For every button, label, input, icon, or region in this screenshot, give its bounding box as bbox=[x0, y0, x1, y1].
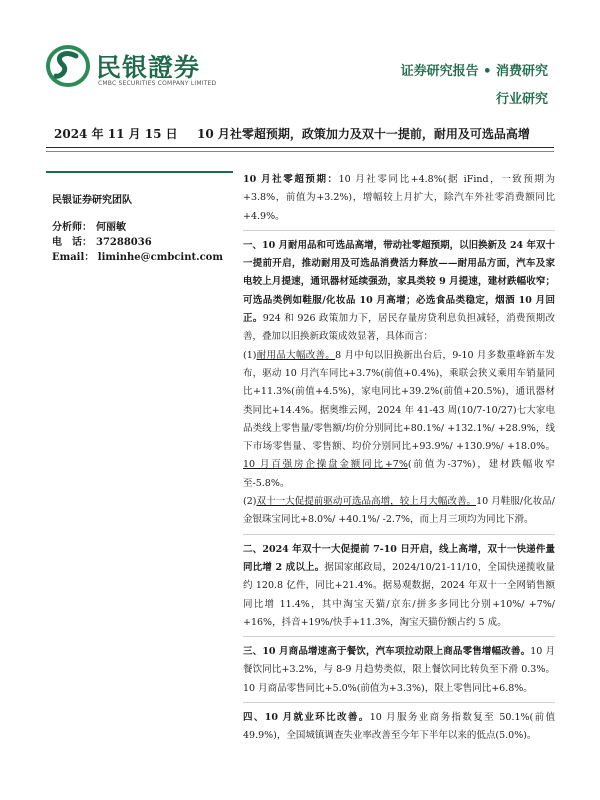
paragraph-discretionary bbox=[243, 493, 555, 530]
section-1-text: 924 和 926 政策加力下，居民存量房贷利息负担减轻，消费预期改善，叠加以旧换新政策成效显著，具体而言： bbox=[243, 313, 555, 343]
report-title: 10 月社零超预期，政策加力及双十一提前，耐用及可选品高增 bbox=[197, 127, 530, 141]
email-row bbox=[52, 250, 223, 265]
paragraph-durables bbox=[243, 347, 555, 493]
sidebar-divider bbox=[46, 171, 233, 173]
section-1-heading: 一、10 月耐用品和可选品高增，带动社零超预期，以旧换新及 24 年双十一提前开启，推动耐用及可选品消费活力释放——耐用品方面，汽车及家电较上月提速，通讯器材延续强劲，家具类较 9 月提速，建材跌幅收窄；可选品类例如鞋服/化妆品 10 月高增；必选食品类稳定，烟酒 10 月回正。 bbox=[243, 239, 555, 325]
report-date: 2024 年 11 月 15 日 bbox=[54, 127, 178, 141]
body-divider bbox=[243, 230, 555, 231]
research-team: 民银证券研究团队 bbox=[52, 195, 132, 206]
report-category: 行业研究 bbox=[495, 92, 548, 107]
paragraph-section-2 bbox=[243, 541, 555, 632]
durables-prefix: (1) bbox=[243, 349, 257, 361]
durables-text: 8 月中旬以旧换新出台后，9-10 月多数重峰新车发布，驱动 10 月汽车同比+3.7%(前值+0.4%)，乘联会狭义乘用车销量同比+11.3%(前值+4.5%)，家电同比+39.2%(前值+20.5%)，通讯器材类同比+14.4%。据奥维云网，2024 年 41-43 周(10/7-10/27)七大家电品类线上零售量/零售额/均价分别同比+80.1%/ +132.1%/ +28.9%，线下市场零售量、零售额、均价分别同比+93.9%/ +130.9%/ +18.0%。 bbox=[243, 349, 555, 453]
paragraph-section-4 bbox=[243, 709, 555, 746]
analyst-row bbox=[52, 220, 223, 235]
logo-emblem-icon bbox=[46, 44, 90, 88]
paragraph-summary bbox=[243, 171, 555, 226]
durables-tail: (前值为-37%)，建材跌幅收窄至-5.8%。 bbox=[243, 459, 555, 489]
analyst-info bbox=[52, 220, 223, 265]
section-2-text: 据国家邮政局，2024/10/21-11/10，全国快递揽收量约 120.8 亿件，同比+21.4%。据易观数据，2024 年双十一全网销售额同比增 11.4%，其中淘宝天猫/京东/拼多多同比分别+10%/ +7%/ +16%，抖音+19%/快手+11.3%，淘宝天猫份额占约 5 成。 bbox=[243, 561, 555, 628]
body-divider bbox=[243, 534, 555, 535]
phone-label: 电 话： bbox=[52, 237, 92, 248]
header-divider-thin bbox=[46, 151, 554, 152]
logo-english-name: CMBC SECURITIES COMPANY LIMITED bbox=[98, 80, 217, 87]
section-4-heading: 四、10 月就业环比改善。 bbox=[243, 712, 370, 724]
analyst-name: 何丽敏 bbox=[96, 222, 126, 233]
durables-realestate: 10 月百强房企操盘金额同比+7% bbox=[243, 459, 408, 471]
email-label: Email： bbox=[52, 252, 95, 263]
paragraph-section-3 bbox=[243, 643, 555, 698]
discretionary-heading: 双十一大促提前驱动可选品高增，较上月大幅改善。 bbox=[256, 496, 477, 508]
phone-row bbox=[52, 235, 223, 250]
summary-lead: 10 月社零超预期： bbox=[243, 174, 339, 185]
body-divider bbox=[243, 636, 555, 637]
discretionary-prefix: (2) bbox=[243, 496, 257, 508]
discretionary-text: 10 月鞋服/化妆品/金银珠宝同比+8.0%/ +40.1%/ -2.7%，而上月三项均为同比下滑。 bbox=[243, 496, 555, 526]
email-address[interactable]: liminhe@cmbcint.com bbox=[97, 252, 223, 263]
analyst-label: 分析师： bbox=[52, 222, 92, 233]
body-divider bbox=[243, 702, 555, 703]
company-logo bbox=[46, 44, 276, 94]
report-body bbox=[243, 171, 555, 746]
phone-number: 37288036 bbox=[96, 237, 152, 248]
durables-heading: 耐用品大幅改善。 bbox=[256, 349, 336, 361]
paragraph-section-1 bbox=[243, 237, 555, 347]
report-series: 证券研究报告 • 消费研究 bbox=[400, 64, 548, 79]
header-divider bbox=[46, 147, 554, 148]
section-2-heading: 二、2024 年双十一大促提前 7-10 日开启，线上高增，双十一快递件量同比增 2 成以上。 bbox=[243, 543, 555, 573]
summary-text: 10 月社零同比+4.8%(据 iFind，一致预期为+3.8%，前值为+3.2%)，增幅较上月扩大，除汽车外社零消费额同比+4.9%。 bbox=[243, 174, 555, 222]
section-3-heading: 三、10 月商品增速高于餐饮，汽车项拉动限上商品零售增幅改善。 bbox=[243, 646, 531, 658]
logo-chinese-name: 民银證券 bbox=[96, 53, 201, 82]
section-3-text: 10 月餐饮同比+3.2%，与 8-9 月趋势类似，限上餐饮同比转负至下滑 0.3%。10 月商品零售同比+5.0%(前值为+3.3%)，限上零售同比+6.8%。 bbox=[243, 646, 556, 694]
section-4-text: 10 月服务业商务指数复至 50.1%(前值 49.9%)，全国城镇调查失业率改善至今年下半年以来的低点(5.0%)。 bbox=[243, 712, 555, 742]
